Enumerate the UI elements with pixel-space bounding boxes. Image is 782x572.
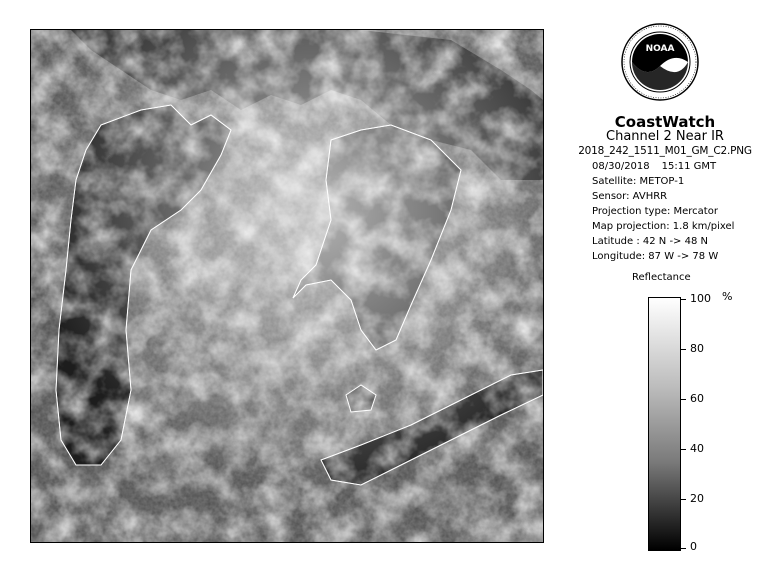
legend-label-100: 100: [690, 292, 711, 305]
reflectance-colorbar: [648, 297, 681, 551]
latitude-label: Latitude : 42 N -> 48 N: [592, 236, 708, 247]
legend-tick-80: [680, 349, 686, 350]
legend-title: Reflectance: [632, 272, 691, 283]
legend-tick-20: [680, 499, 686, 500]
legend-unit: %: [722, 290, 733, 303]
satellite-image: [30, 29, 544, 543]
legend-tick-40: [680, 449, 686, 450]
projection-type-label: Projection type: Mercator: [592, 206, 718, 217]
longitude-label: Longitude: 87 W -> 78 W: [592, 251, 719, 262]
acquisition-date: 08/30/2018: [592, 161, 650, 172]
legend-label-40: 40: [690, 442, 704, 455]
map-projection-label: Map projection: 1.8 km/pixel: [592, 221, 735, 232]
legend-tick-60: [680, 399, 686, 400]
channel-subtitle: Channel 2 Near IR: [606, 129, 724, 144]
file-name: 2018_242_1511_M01_GM_C2.PNG: [578, 145, 752, 157]
noaa-logo: [620, 22, 700, 102]
acquisition-datetime: [560, 159, 770, 174]
legend-label-0: 0: [690, 540, 697, 553]
legend-label-80: 80: [690, 342, 704, 355]
noaa-logo-text: NOAA: [645, 44, 675, 54]
image-metadata: [560, 114, 770, 264]
legend-label-60: 60: [690, 392, 704, 405]
legend-tick-0: [680, 548, 686, 549]
acquisition-time: 15:11 GMT: [661, 161, 717, 172]
legend-tick-100: [680, 299, 686, 300]
satellite-label: Satellite: METOP-1: [592, 176, 685, 187]
legend-label-20: 20: [690, 492, 704, 505]
sensor-label: Sensor: AVHRR: [592, 191, 668, 202]
brand-title: CoastWatch: [614, 113, 716, 131]
cloud-cover: [31, 30, 543, 542]
satellite-map: [31, 30, 543, 542]
